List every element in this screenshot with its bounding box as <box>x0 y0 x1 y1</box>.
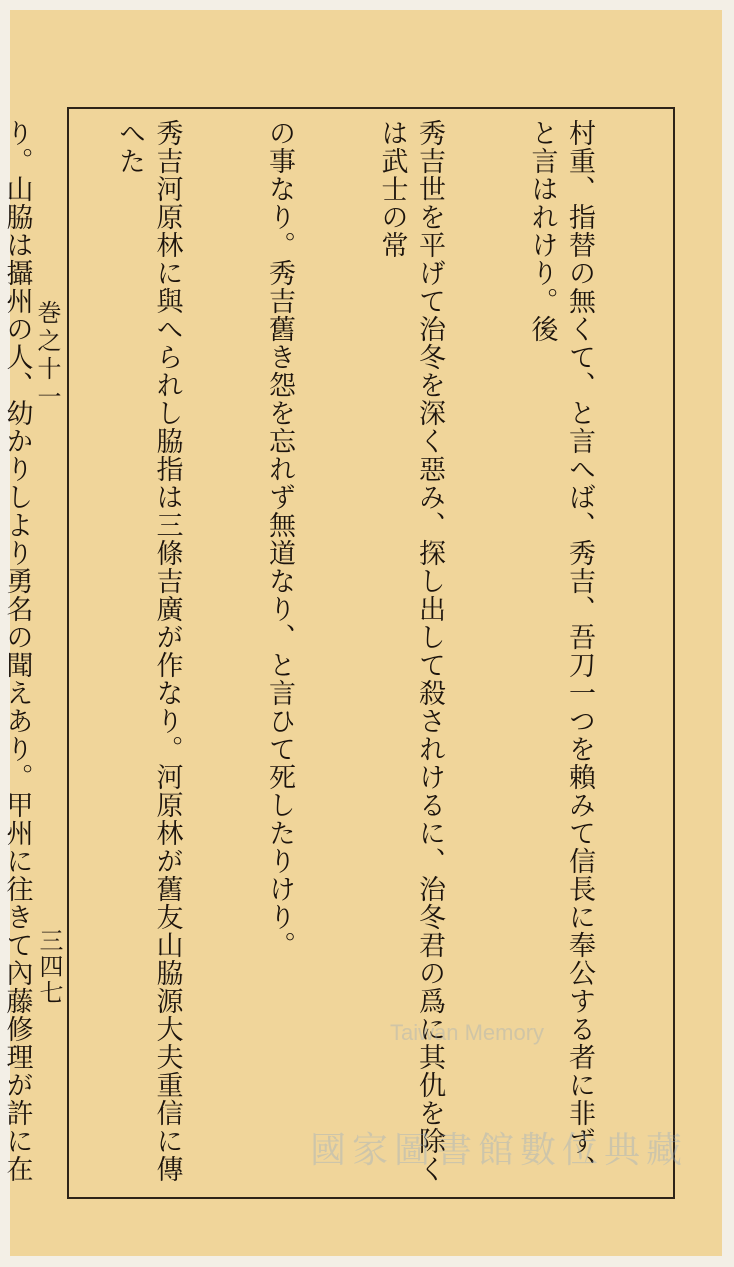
text-column: 秀吉河原林に與へられし脇指は三條吉廣が作なり。河原林が舊友山脇源大夫重信に傳へた <box>114 119 183 1183</box>
book-page <box>1 10 722 1256</box>
page-number: 三四七 <box>35 928 63 1006</box>
library-watermark: 國家圖書館數位典藏 <box>310 1130 689 1171</box>
text-column: 村重、指替の無くて、と言へば、秀吉、吾刀一つを賴みて信長に奉公する者に非ず、と言はれけり。後 <box>526 119 595 1183</box>
volume-label: 巻之十一 <box>33 300 61 412</box>
text-column: り。山脇は攝州の人、幼かりしより勇名の聞えあり。甲州に往きて內藤修理が許に在 <box>1 119 33 1183</box>
text-column: 秀吉世を平げて治冬を深く惡み、探し出して殺されけるに、治冬君の爲に其仇を除くは武士の常 <box>376 119 445 1183</box>
watermark-latin: Taiwan Memory <box>390 1020 545 1045</box>
text-column: の事なり。秀吉舊き怨を忘れず無道なり、と言ひて死したりけり。 <box>264 119 295 959</box>
